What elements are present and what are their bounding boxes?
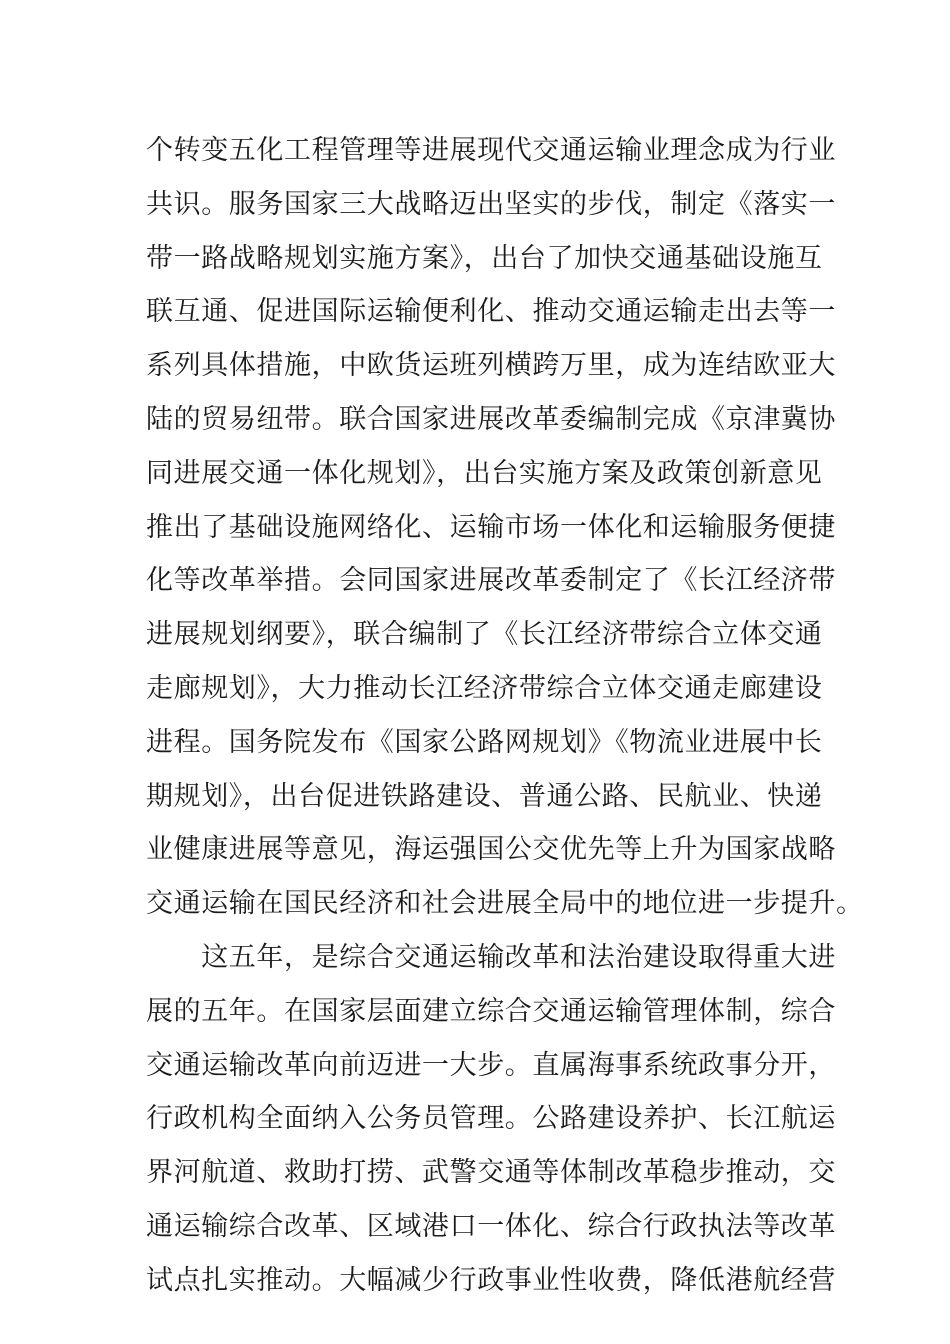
text-line: 陆的贸易纽带。联合国家进展改革委编制完成《京津冀协 xyxy=(146,403,836,435)
text-line: 业健康进展等意见，海运强国公交优先等上升为国家战略 xyxy=(146,834,836,866)
text-line: 进展规划纲要》，联合编制了《长江经济带综合立体交通 xyxy=(146,619,823,651)
paragraph-start-line: 这五年，是综合交通运输改革和法治建设取得重大进 xyxy=(146,941,836,973)
text-line: 试点扎实推动。大幅减少行政事业性收费，降低港航经营 xyxy=(146,1264,836,1296)
text-line: 交通运输改革向前迈进一大步。直属海事系统政事分开， xyxy=(146,1049,836,1081)
text-line: 推出了基础设施网络化、运输市场一体化和运输服务便捷 xyxy=(146,511,836,543)
text-line: 系列具体措施，中欧货运班列横跨万里，成为连结欧亚大 xyxy=(146,350,836,382)
text-line: 界河航道、救助打捞、武警交通等体制改革稳步推动，交 xyxy=(146,1157,836,1189)
text-line: 走廊规划》，大力推动长江经济带综合立体交通走廊建设 xyxy=(146,672,823,704)
text-line: 带一路战略规划实施方案》，出台了加快交通基础设施互 xyxy=(146,242,823,274)
text-line: 联互通、促进国际运输便利化、推动交通运输走出去等一 xyxy=(146,296,836,328)
text-line: 进程。国务院发布《国家公路网规划》《物流业进展中长 xyxy=(146,726,823,758)
text-line: 行政机构全面纳入公务员管理。公路建设养护、长江航运 xyxy=(146,1103,836,1135)
text-line: 通运输综合改革、区域港口一体化、综合行政执法等改革 xyxy=(146,1210,836,1242)
text-line: 展的五年。在国家层面建立综合交通运输管理体制，综合 xyxy=(146,995,836,1027)
text-line: 交通运输在国民经济和社会进展全局中的地位进一步提升。 xyxy=(146,888,864,920)
body-text xyxy=(146,124,864,1308)
text-line: 同进展交通一体化规划》，出台实施方案及政策创新意见 xyxy=(146,457,823,489)
text-line: 期规划》，出台促进铁路建设、普通公路、民航业、快递 xyxy=(146,780,823,812)
text-line: 化等改革举措。会同国家进展改革委制定了《长江经济带 xyxy=(146,565,836,597)
text-line: 个转变五化工程管理等进展现代交通运输业理念成为行业 xyxy=(146,135,836,166)
text-line: 共识。服务国家三大战略迈出坚实的步伐，制定《落实一 xyxy=(146,188,836,220)
